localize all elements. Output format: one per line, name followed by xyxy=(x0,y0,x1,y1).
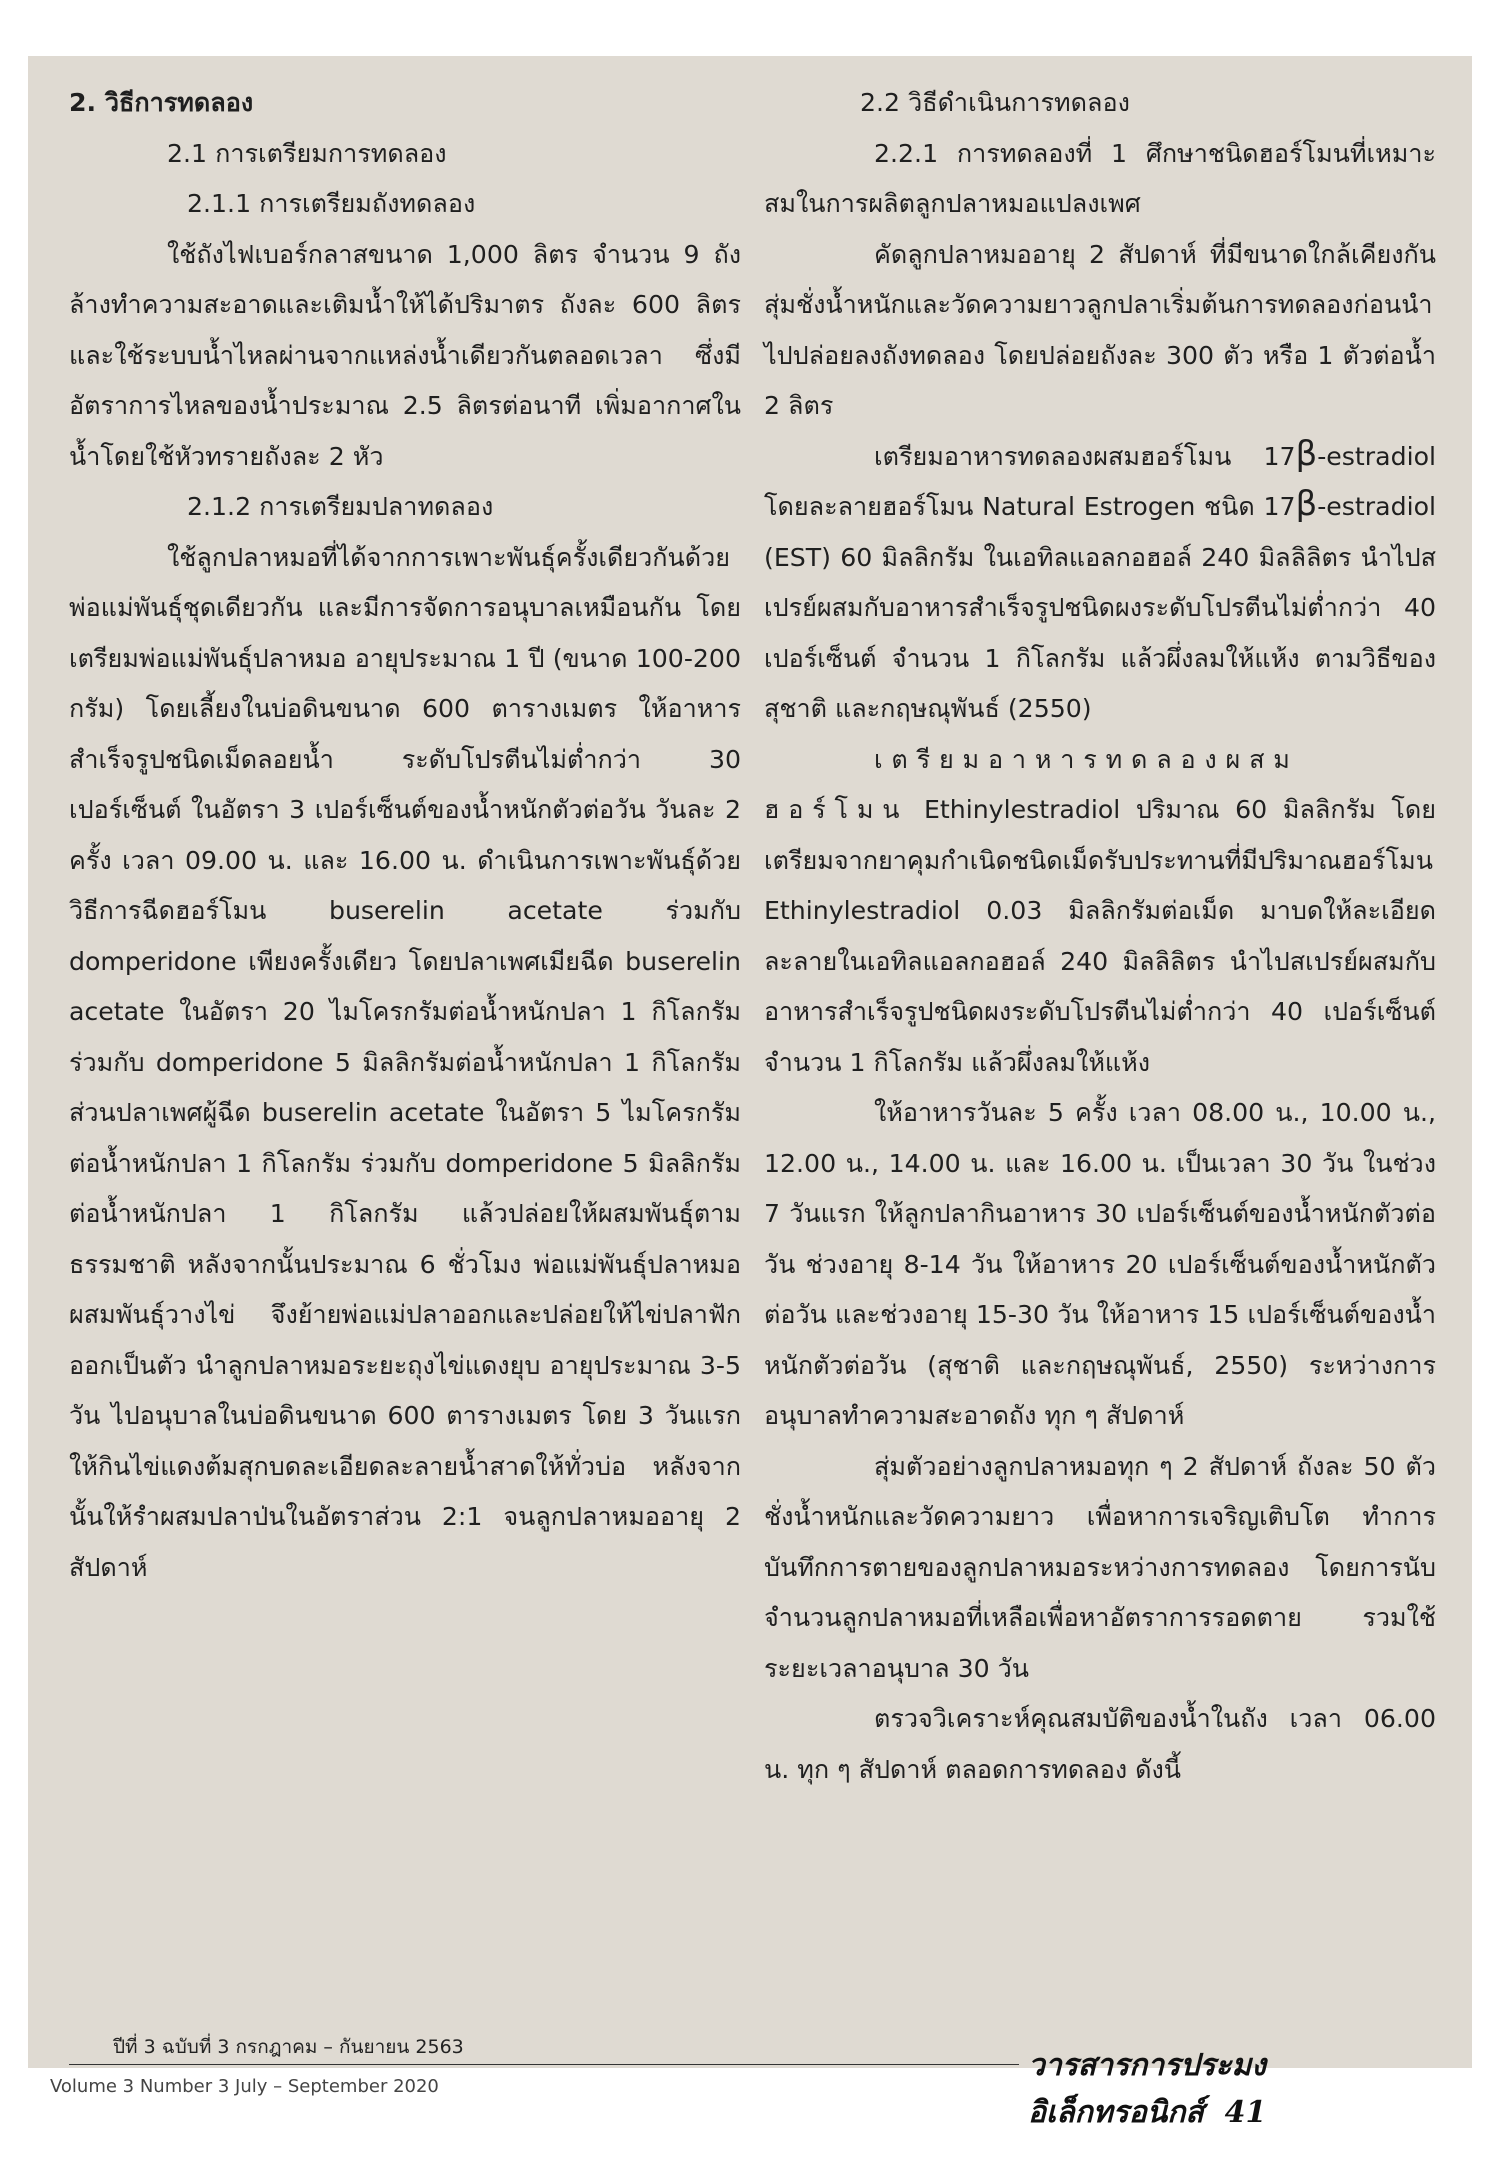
beta-symbol: β xyxy=(1295,433,1318,474)
footer-journal xyxy=(1028,2042,1472,2136)
paragraph-ethinylestradiol xyxy=(764,735,1436,1089)
paragraph-experiment-1: 2.2.1 การทดลองที่ 1 ศึกษาชนิดฮอร์โมนที่เหมาะสมในการผลิตลูกปลาหมอแปลงเพศ xyxy=(764,138,1436,218)
estradiol-text-1: เตรียมอาหารทดลองผสมฮอร์โมน 17 xyxy=(874,441,1296,471)
section-heading: 2. วิธีการทดลอง xyxy=(69,88,254,117)
paragraph-tank-prep: ใช้ถังไฟเบอร์กลาสขนาด 1,000 ลิตร จำนวน 9 ถัง ล้างทำความสะอาดและเติมน้ำให้ได้ปริมาตร ถังละ 600 ลิตร และใช้ระบบน้ำไหลผ่านจากแหล่งน้ำเดียวกันตลอดเวลา ซึ่งมีอัตราการไหลของน้ำประมาณ 2.5 ลิตรต่อนาที เพิ่มอากาศในน้ำโดยใช้หัวทรายถังละ 2 หัว xyxy=(69,239,741,471)
ethinylestradiol-lead: เตรียมอาหารทดลองผสมฮอร์โมน xyxy=(764,744,1299,824)
paragraph-sampling: สุ่มตัวอย่างลูกปลาหมอทุก ๆ 2 สัปดาห์ ถังละ 50 ตัว ชั่งน้ำหนักและวัดความยาว เพื่อหาการเจริญเติบโต ทำการบันทึกการตายของลูกปลาหมอระหว่างการทดลอง โดยการนับจำนวนลูกปลาหมอที่เหลือเพื่อหาอัตราการรอดตาย รวมใช้ระยะเวลาอนุบาล 30 วัน xyxy=(764,1451,1436,1683)
estradiol-text-2: -estradiol โดยละลายฮอร์โมน Natural Estrogen ชนิด 17 xyxy=(764,441,1436,521)
footer-issue-thai: ปีที่ 3 ฉบับที่ 3 กรกฎาคม – กันยายน 2563 xyxy=(113,2036,464,2058)
subsection-2-1-1: 2.1.1 การเตรียมถังทดลอง xyxy=(187,189,476,218)
footer-issue-english: Volume 3 Number 3 July – September 2020 xyxy=(50,2076,439,2097)
subsection-2-1-2: 2.1.2 การเตรียมปลาทดลอง xyxy=(187,492,494,521)
beta-symbol: β xyxy=(1295,484,1318,524)
estradiol-text-3: -estradiol (EST) 60 มิลลิกรัม ในเอทิลแอลกอฮอล์ 240 มิลลิลิตร นำไปสเปรย์ผสมกับอาหารสำเร็จรูปชนิดผงระดับโปรตีนไม่ต่ำกว่า 40 เปอร์เซ็นต์ จำนวน 1 กิโลกรัม แล้วผึ่งลมให้แห้ง ตามวิธีของสุชาติ และกฤษณุพันธ์ (2550) xyxy=(764,492,1436,723)
paragraph-fish-prep: ใช้ลูกปลาหมอที่ได้จากการเพาะพันธุ์ครั้งเดียวกันด้วยพ่อแม่พันธุ์ชุดเดียวกัน และมีการจัดการอนุบาลเหมือนกัน โดยเตรียมพ่อแม่พันธุ์ปลาหมอ อายุประมาณ 1 ปี (ขนาด 100-200 กรัม) โดยเลี้ยงในบ่อดินขนาด 600 ตารางเมตร ให้อาหารสำเร็จรูปชนิดเม็ดลอยน้ำ ระดับโปรตีนไม่ต่ำกว่า 30 เปอร์เซ็นต์ ในอัตรา 3 เปอร์เซ็นต์ของน้ำหนักตัวต่อวัน วันละ 2 ครั้ง เวลา 09.00 น. และ 16.00 น. ดำเนินการเพาะพันธุ์ด้วยวิธีการฉีดฮอร์โมน buserelin acetate ร่วมกับ domperidone เพียงครั้งเดียว โดยปลาเพศเมียฉีด buserelin acetate ในอัตรา 20 ไมโครกรัมต่อน้ำหนักปลา 1 กิโลกรัม ร่วมกับ domperidone 5 มิลลิกรัมต่อน้ำหนักปลา 1 กิโลกรัม ส่วนปลาเพศผู้ฉีด buserelin acetate ในอัตรา 5 ไมโครกรัมต่อน้ำหนักปลา 1 กิโลกรัม ร่วมกับ domperidone 5 มิลลิกรัมต่อน้ำหนักปลา 1 กิโลกรัม แล้วปล่อยให้ผสมพันธุ์ตามธรรมชาติ หลังจากนั้นประมาณ 6 ชั่วโมง พ่อแม่พันธุ์ปลาหมอผสมพันธุ์วางไข่ จึงย้ายพ่อแม่ปลาออกและปล่อยให้ไข่ปลาฟักออกเป็นตัว นำลูกปลาหมอระยะถุงไข่แดงยุบ อายุประมาณ 3-5 วัน ไปอนุบาลในบ่อดินขนาด 600 ตารางเมตร โดย 3 วันแรกให้กินไข่แดงต้มสุกบดละเอียดละลายน้ำสาดให้ทั่วบ่อ หลังจากนั้นให้รำผสมปลาป่นในอัตราส่วน 2:1 จนลูกปลาหมออายุ 2 สัปดาห์ xyxy=(69,542,741,1582)
page-number: 41 xyxy=(1224,2095,1267,2130)
paragraph-estradiol xyxy=(764,432,1436,735)
left-column xyxy=(69,78,741,1593)
paragraph-select-fish: คัดลูกปลาหมออายุ 2 สัปดาห์ ที่มีขนาดใกล้เคียงกัน สุ่มชั่งน้ำหนักและวัดความยาวลูกปลาเริ่มต้นการทดลองก่อนนำไปปล่อยลงถังทดลอง โดยปล่อยถังละ 300 ตัว หรือ 1 ตัวต่อน้ำ 2 ลิตร xyxy=(764,239,1436,420)
paragraph-water-quality: ตรวจวิเคราะห์คุณสมบัติของน้ำในถัง เวลา 06.00 น. ทุก ๆ สัปดาห์ ตลอดการทดลอง ดังนี้ xyxy=(764,1704,1436,1784)
subsection-2-2: 2.2 วิธีดำเนินการทดลอง xyxy=(860,88,1130,117)
footer-rule xyxy=(69,2064,1019,2065)
journal-name: วารสารการประมงอิเล็กทรอนิกส์ xyxy=(1028,2048,1266,2130)
ethinylestradiol-text: Ethinylestradiol ปริมาณ 60 มิลลิกรัม โดยเตรียมจากยาคุมกำเนิดชนิดเม็ดรับประทานที่มีปริมาณฮอร์โมน Ethinylestradiol 0.03 มิลลิกรัมต่อเม็ด มาบดให้ละเอียด ละลายในเอทิลแอลกอฮอล์ 240 มิลลิลิตร นำไปสเปรย์ผสมกับอาหารสำเร็จรูปชนิดผงระดับโปรตีนไม่ต่ำกว่า 40 เปอร์เซ็นต์ จำนวน 1 กิโลกรัม แล้วผึ่งลมให้แห้ง xyxy=(764,795,1436,1077)
subsection-2-1: 2.1 การเตรียมการทดลอง xyxy=(167,138,447,168)
paragraph-feeding: ให้อาหารวันละ 5 ครั้ง เวลา 08.00 น., 10.00 น., 12.00 น., 14.00 น. และ 16.00 น. เป็นเวลา 30 วัน ในช่วง 7 วันแรก ให้ลูกปลากินอาหาร 30 เปอร์เซ็นต์ของน้ำหนักตัวต่อวัน ช่วงอายุ 8-14 วัน ให้อาหาร 20 เปอร์เซ็นต์ของน้ำหนักตัวต่อวัน และช่วงอายุ 15-30 วัน ให้อาหาร 15 เปอร์เซ็นต์ของน้ำหนักตัวต่อวัน (สุชาติ และกฤษณุพันธ์, 2550) ระหว่างการอนุบาลทำความสะอาดถัง ทุก ๆ สัปดาห์ xyxy=(764,1098,1436,1430)
right-column xyxy=(764,78,1436,1795)
